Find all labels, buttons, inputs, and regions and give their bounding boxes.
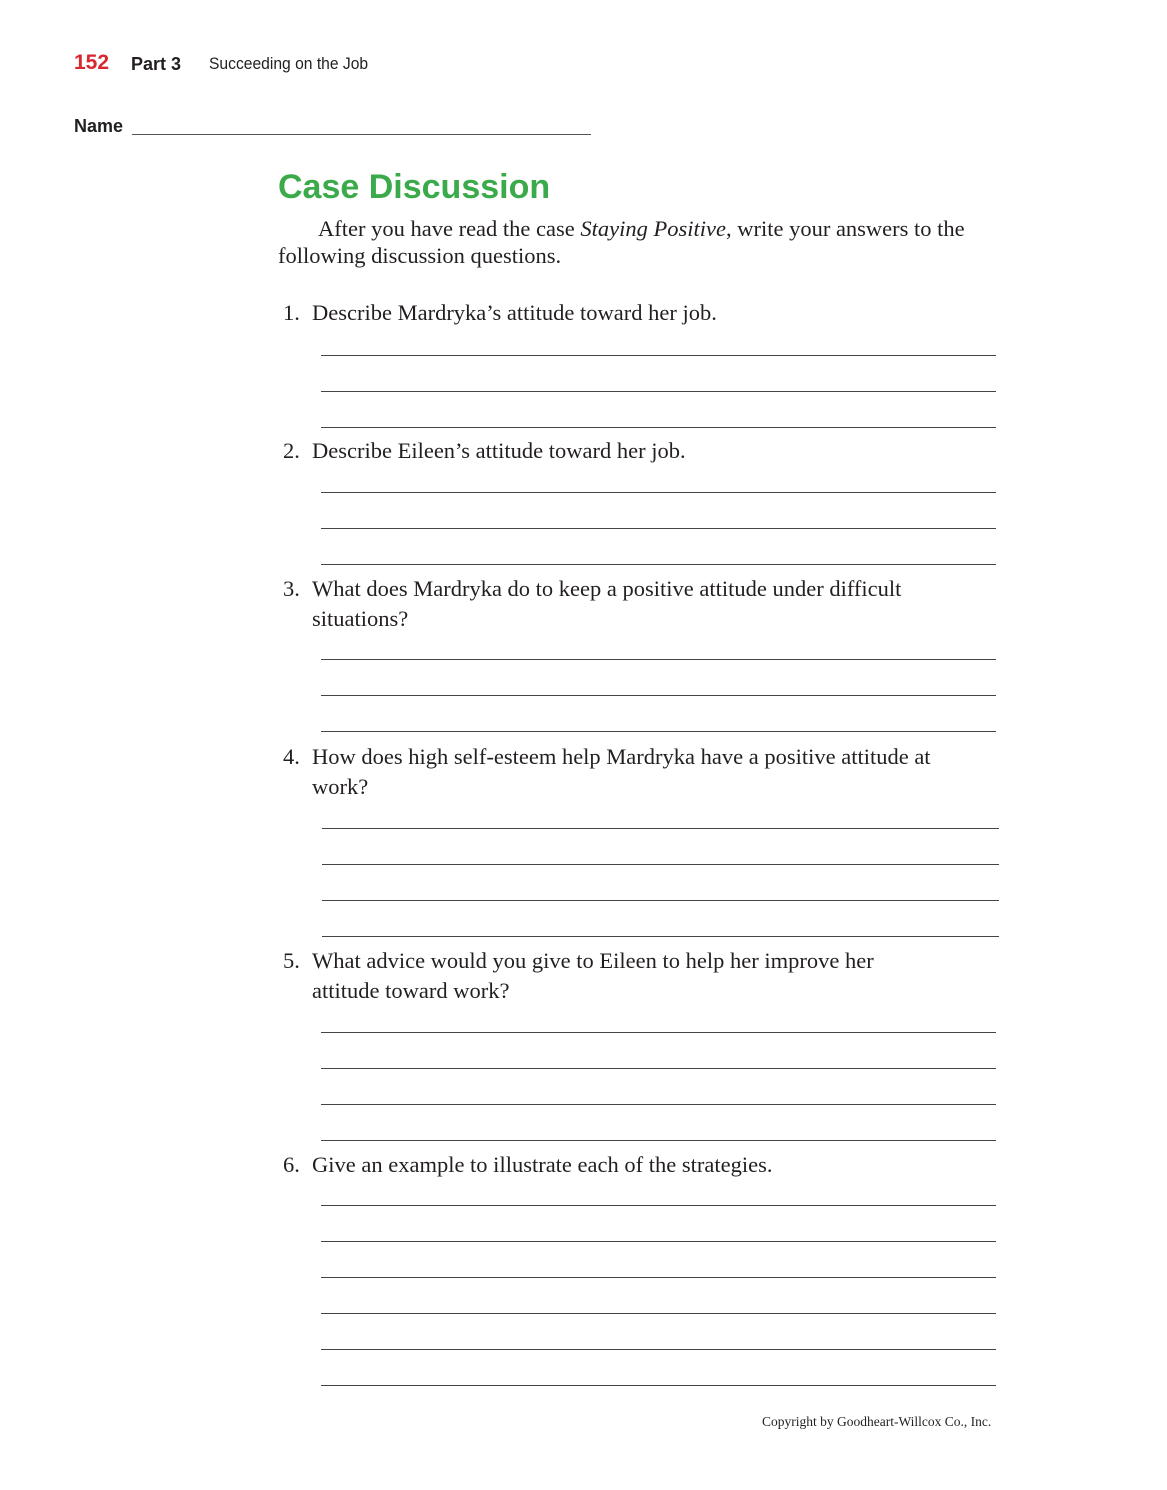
question-text: Give an example to illustrate each of the strategies. [312,1152,773,1177]
question-number: 5. [283,948,300,973]
answer-line-q2[interactable] [321,564,996,565]
answer-line-q6[interactable] [321,1241,996,1242]
answer-line-q4[interactable] [322,828,999,829]
page-number: 152 [74,51,110,74]
case-title: Staying Positive [580,216,726,241]
answer-line-q1[interactable] [321,355,996,356]
question-5 [283,946,943,1006]
question-1 [283,298,983,328]
answer-line-q3[interactable] [321,659,996,660]
question-number: 6. [283,1152,300,1177]
answer-line-q1[interactable] [321,427,996,428]
question-text: How does high self-esteem help Mardryka have a positive attitude at work? [312,744,931,799]
question-6 [283,1150,983,1180]
name-label: Name [74,116,124,136]
question-3 [283,574,903,634]
answer-line-q5[interactable] [321,1104,996,1105]
chapter-title: Succeeding on the Job [209,54,369,73]
answer-line-q4[interactable] [322,900,999,901]
question-number: 1. [283,300,300,325]
question-number: 3. [283,576,300,601]
question-number: 2. [283,438,300,463]
part-label: Part 3 [131,54,182,74]
answer-line-q6[interactable] [321,1277,996,1278]
name-field[interactable] [132,134,591,135]
answer-line-q3[interactable] [321,731,996,732]
answer-line-q3[interactable] [321,695,996,696]
answer-line-q5[interactable] [321,1068,996,1069]
question-text: What advice would you give to Eileen to help her improve her attitude toward work? [312,948,874,1003]
question-text: Describe Mardryka’s attitude toward her job. [312,300,717,325]
section-title: Case Discussion [278,168,551,206]
question-text: What does Mardryka do to keep a positive attitude under difficult situations? [312,576,902,631]
question-2 [283,436,983,466]
answer-line-q2[interactable] [321,492,996,493]
answer-line-q1[interactable] [321,391,996,392]
answer-line-q2[interactable] [321,528,996,529]
answer-line-q6[interactable] [321,1385,996,1386]
answer-line-q5[interactable] [321,1032,996,1033]
question-4 [283,742,983,802]
answer-line-q4[interactable] [322,864,999,865]
answer-line-q4[interactable] [322,936,999,937]
answer-line-q6[interactable] [321,1349,996,1350]
answer-line-q6[interactable] [321,1313,996,1314]
question-text: Describe Eileen’s attitude toward her job. [312,438,686,463]
intro-paragraph [278,215,998,269]
intro-text-end: , write your answers to the following discussion questions. [278,216,965,268]
answer-line-q6[interactable] [321,1205,996,1206]
copyright: Copyright by Goodheart-Willcox Co., Inc. [762,1414,992,1429]
answer-line-q5[interactable] [321,1140,996,1141]
question-number: 4. [283,744,300,769]
intro-text: After you have read the case [318,216,581,241]
